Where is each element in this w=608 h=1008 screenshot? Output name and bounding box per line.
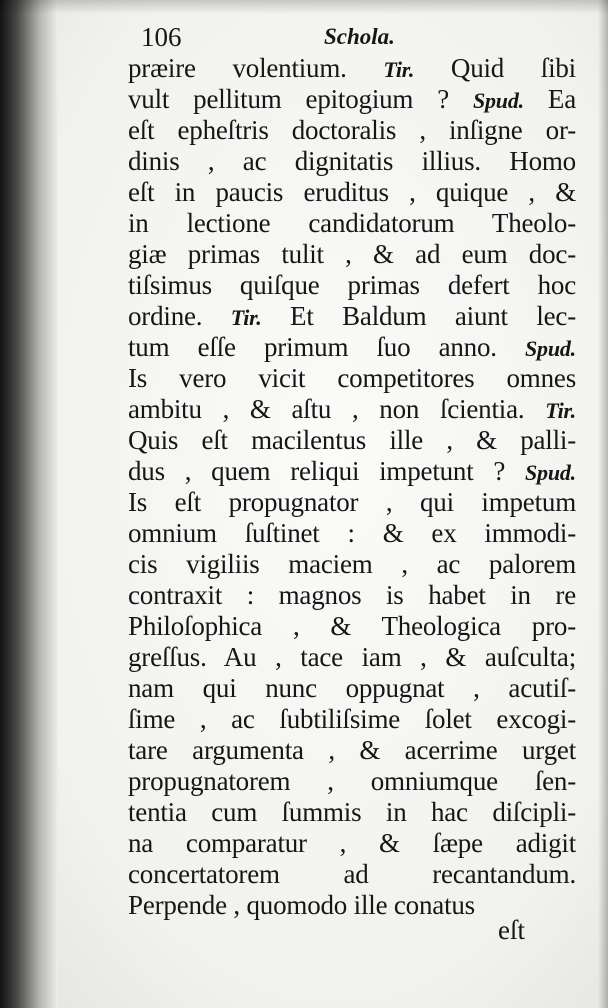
line-text: ambitu , & aſtu , non ſcientia.	[128, 394, 546, 424]
line-text: dus , quem reliqui impetunt ?	[128, 456, 526, 486]
line-text: tum eſſe primum ſuo anno.	[128, 332, 526, 362]
speaker-label: Tir.	[383, 57, 415, 82]
text-line	[128, 611, 576, 642]
text-line	[128, 797, 576, 828]
line-text: dinis , ac dignitatis illius. Homo	[128, 146, 576, 176]
text-line	[128, 580, 576, 611]
page-header	[141, 20, 581, 54]
line-text: Et Baldum aiunt lec-	[261, 301, 576, 331]
line-text: ſime , ac ſubtiliſsime ſolet excogi-	[128, 704, 576, 734]
line-text: propugnatorem , omniumque ſen-	[128, 766, 576, 796]
text-line	[128, 146, 576, 177]
speaker-label: Tir.	[230, 305, 262, 330]
text-line	[128, 518, 576, 549]
line-text: tentia cum ſummis in hac diſcipli-	[128, 797, 576, 827]
line-text: præire volentium.	[128, 53, 384, 83]
text-line	[128, 115, 576, 146]
text-line	[128, 859, 576, 890]
line-text: concertatorem ad recantandum.	[128, 859, 576, 889]
line-text: Is eſt propugnator , qui impetum	[128, 487, 576, 517]
page-edge	[598, 0, 608, 1008]
text-line	[128, 208, 576, 239]
line-text: vult pellitum epitogium ?	[128, 84, 473, 114]
line-text: tare argumenta , & acerrime urget	[128, 735, 576, 765]
line-text: greſſus. Au , tace iam , & auſculta;	[128, 642, 576, 672]
running-head: Schola.	[324, 24, 395, 49]
binding-gutter	[0, 0, 58, 1008]
text-line	[128, 549, 576, 580]
text-line	[128, 53, 576, 84]
text-line	[128, 425, 576, 456]
line-text: Quid ſibi	[414, 53, 576, 83]
catchword: eſt	[498, 915, 525, 945]
line-text: Ea	[523, 84, 576, 114]
speaker-label: Spud.	[525, 336, 576, 361]
line-text: Perpende , quomodo ille conatus	[128, 890, 475, 920]
line-text: ordine.	[128, 301, 231, 331]
line-text: na comparatur , & ſæpe adigit	[128, 828, 576, 858]
line-text: Quis eſt macilentus ille , & palli-	[128, 425, 576, 455]
text-line	[128, 363, 576, 394]
text-line	[128, 332, 576, 363]
text-line	[128, 704, 576, 735]
top-shadow	[0, 0, 608, 14]
text-line	[128, 487, 576, 518]
line-text: tiſsimus quiſque primas defert hoc	[128, 270, 576, 300]
body-text	[128, 53, 576, 921]
text-line	[128, 642, 576, 673]
line-text: omnium ſuſtinet : & ex immodi-	[128, 518, 576, 548]
line-text: contraxit : magnos is habet in re	[128, 580, 576, 610]
text-line	[128, 673, 576, 704]
speaker-label: Tir.	[545, 398, 576, 423]
line-text: in lectione candidatorum Theolo-	[128, 208, 576, 238]
page-number: 106	[141, 22, 182, 52]
line-text: eſt epheſtris doctoralis , inſigne or-	[128, 115, 576, 145]
text-line	[128, 270, 576, 301]
text-line	[128, 394, 576, 425]
line-text: cis vigiliis maciem , ac palorem	[128, 549, 576, 579]
speaker-label: Spud.	[525, 460, 576, 485]
line-text: Is vero vicit competitores omnes	[128, 363, 576, 393]
text-line	[128, 456, 576, 487]
line-text: nam qui nunc oppugnat , acutiſ-	[128, 673, 576, 703]
text-line	[128, 735, 576, 766]
text-line	[128, 301, 576, 332]
line-text: eſt in paucis eruditus , quique , &	[128, 177, 576, 207]
text-line	[128, 84, 576, 115]
text-line	[128, 177, 576, 208]
text-line	[128, 828, 576, 859]
speaker-label: Spud.	[472, 88, 524, 113]
line-text: Philoſophica , & Theologica pro-	[128, 611, 576, 641]
line-text: giæ primas tulit , & ad eum doc-	[128, 239, 576, 269]
text-line	[128, 239, 576, 270]
text-line	[128, 766, 576, 797]
